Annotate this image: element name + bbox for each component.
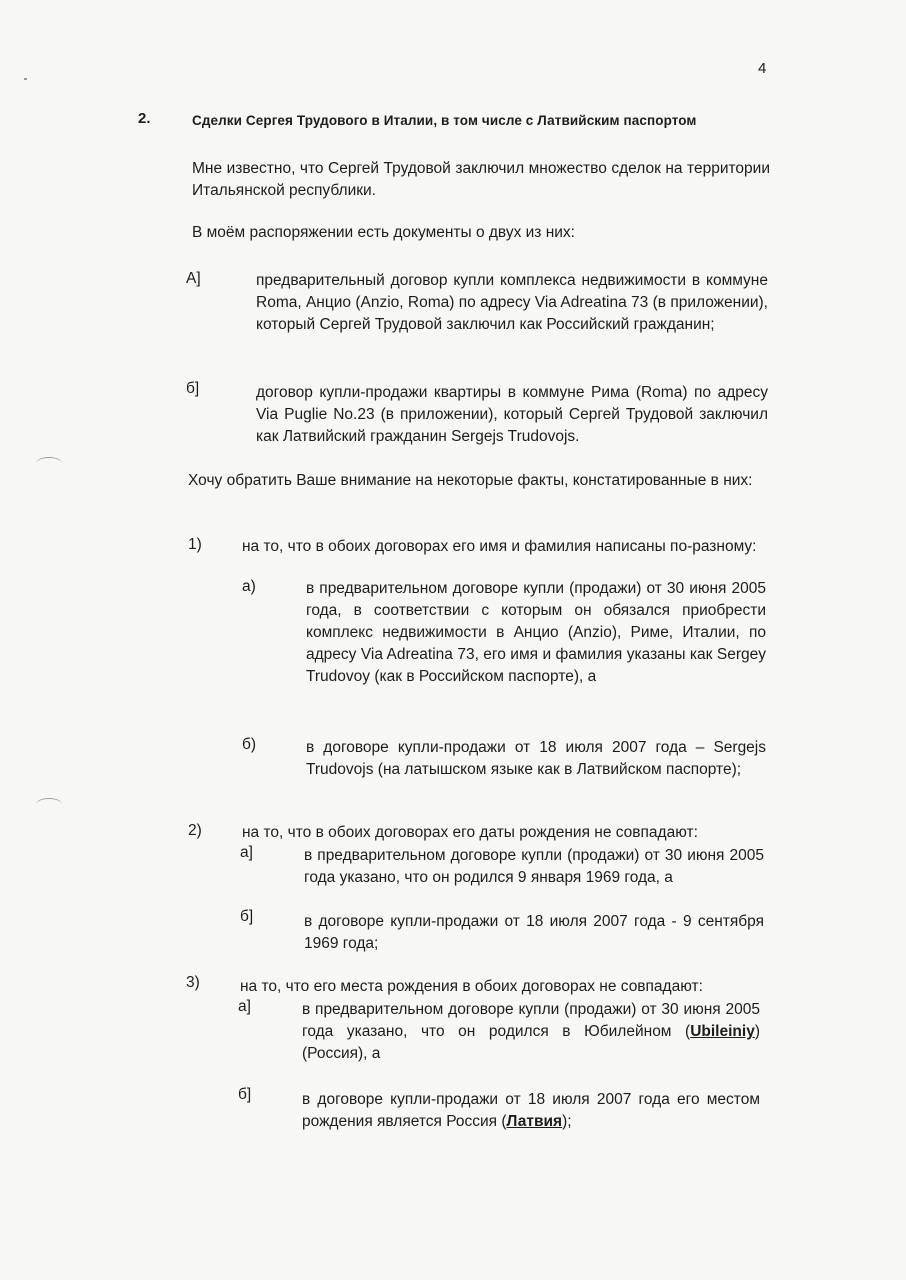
fact-2b-text: в договоре купли-продажи от 18 июля 2007 года - 9 сентября 1969 года; — [304, 913, 764, 952]
fact-2-text: на то, что в обоих договорах его даты рождения не совпадают: — [242, 824, 698, 841]
fact-1a-marker: а) — [242, 578, 256, 595]
fact-2a-marker: а] — [240, 844, 253, 861]
fact-2b-marker: б] — [240, 908, 254, 925]
fact-1-text: на то, что в обоих договорах его имя и фамилия написаны по-разному: — [242, 538, 757, 555]
section-number: 2. — [138, 110, 151, 127]
fact-3a-text-start: в предварительном договоре купли (продажи) от 30 июня 2005 года указано, что он родился в Юбилейном ( — [302, 1001, 760, 1040]
fact-3-text: на то, что его места рождения в обоих договорах не совпадают: — [240, 978, 703, 995]
punch-hole-mark-top — [36, 457, 62, 470]
fact-3a-text — [302, 999, 760, 1065]
fact-1b-text: в договоре купли-продажи от 18 июля 2007 года – Sergejs Trudovojs (на латышском языке как в Латвийском паспорте); — [306, 739, 766, 778]
fact-3b-underlined: Латвия — [506, 1113, 563, 1130]
fact-2-marker: 2) — [188, 822, 202, 839]
fact-2a-text: в предварительном договоре купли (продажи) от 30 июня 2005 года указано, что он родился 9 января 1969 года, а — [304, 847, 764, 886]
fact-3a-text-end: ) (Россия), а — [302, 1023, 760, 1062]
fact-1-marker: 1) — [188, 536, 202, 553]
fact-3b-text-start: в договоре купли-продажи от 18 июля 2007 года его местом рождения является Россия ( — [302, 1091, 760, 1130]
fact-3a-marker: а] — [238, 998, 251, 1015]
fact-1b-marker: б) — [242, 736, 257, 753]
scan-dot-mark — [24, 78, 27, 80]
fact-3-marker: 3) — [186, 974, 200, 991]
page-number: 4 — [758, 60, 767, 77]
punch-hole-mark-bottom — [36, 798, 62, 811]
fact-1a-text: в предварительном договоре купли (продажи) от 30 июня 2005 года, в соответствии с которым он обязался приобрести комплекс недвижимости в Анцио (Anzio), Риме, Италии, по адресу Via Adreatina 73, его имя и фамилия указаны как Sergey Trudovoy (как в Российском паспорте), а — [306, 580, 766, 685]
document-item-b: договор купли-продажи квартиры в коммуне Рима (Roma) по адресу Via Puglie No.23 (в приложении), который Сергей Трудовой заключил как Латвийский гражданин Sergejs Trudovojs. — [256, 384, 768, 445]
fact-3b-marker: б] — [238, 1086, 252, 1103]
fact-3b-text — [302, 1089, 760, 1133]
section-title: Сделки Сергея Трудового в Италии, в том числе с Латвийским паспортом — [192, 113, 697, 128]
fact-3b-text-end: ); — [562, 1113, 572, 1130]
paragraph-facts-lead: Хочу обратить Ваше внимание на некоторые факты, констатированные в них: — [188, 472, 753, 489]
paragraph-documents-lead: В моём распоряжении есть документы о двух из них: — [192, 224, 575, 241]
document-marker-a: A] — [186, 270, 201, 287]
paragraph-intro: Мне известно, что Сергей Трудовой заключил множество сделок на территории Итальянской республики. — [192, 160, 770, 199]
fact-3a-underlined: Ubileiniy — [690, 1023, 755, 1040]
document-marker-b: б] — [186, 380, 200, 397]
document-item-a: предварительный договор купли комплекса недвижимости в коммуне Roma, Анцио (Anzio, Roma) по адресу Via Adreatina 73 (в приложении), который Сергей Трудовой заключил как Российский гражданин; — [256, 272, 768, 333]
